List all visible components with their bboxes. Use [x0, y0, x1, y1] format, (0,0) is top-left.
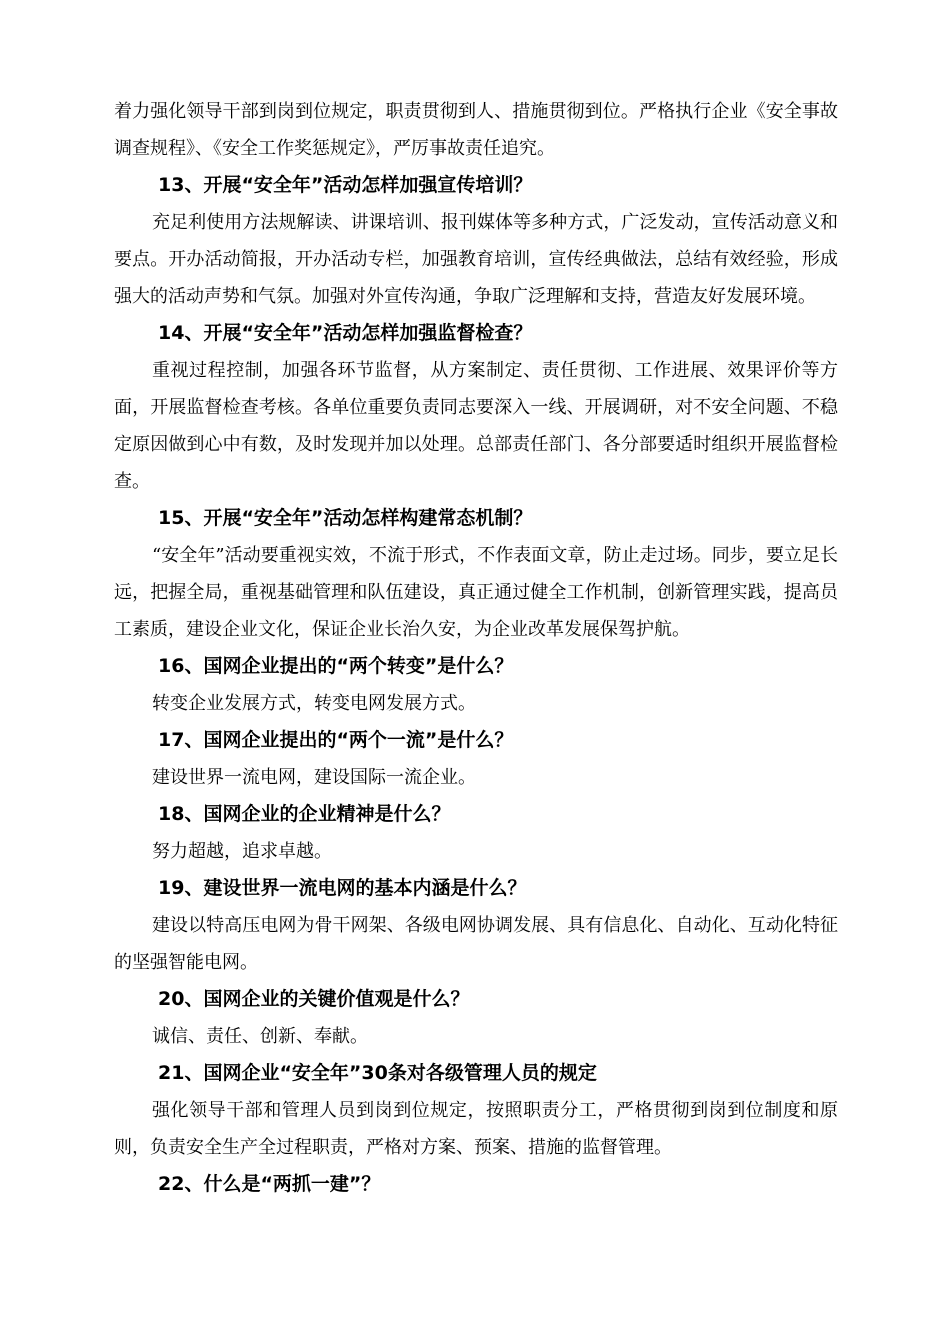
section-22 — [114, 1166, 838, 1203]
section-body: 努力超越，追求卓越。 — [152, 841, 332, 862]
section-body: “安全年”活动要重视实效，不流于形式，不作表面文章，防止走过场。同步，要立足长远，把握全局，重视基础管理和队伍建设，真正通过健全工作机制，创新管理实践，提高员工素质，建设企业文化，保证企业长治久安，为企业改革发展保驾护航。 — [114, 545, 838, 640]
section-body: 建设世界一流电网，建设国际一流企业。 — [152, 767, 476, 788]
section-body: 强化领导干部和管理人员到岗到位规定，按照职责分工，严格贯彻到岗到位制度和原则，负责安全生产全过程职责，严格对方案、预案、措施的监督管理。 — [114, 1100, 838, 1158]
section-body: 转变企业发展方式，转变电网发展方式。 — [152, 693, 476, 714]
section-18 — [114, 796, 838, 870]
section-body: 建设以特高压电网为骨干网架、各级电网协调发展、具有信息化、自动化、互动化特征的坚强智能电网。 — [114, 915, 838, 973]
section-20 — [114, 981, 838, 1055]
section-heading: 17、国网企业提出的“两个一流”是什么？ — [158, 729, 514, 751]
section-17 — [114, 722, 838, 796]
document-page — [114, 93, 838, 1203]
section-body: 充足利使用方法规解读、讲课培训、报刊媒体等多种方式，广泛发动，宣传活动意义和要点。开办活动简报，开办活动专栏，加强教育培训，宣传经典做法，总结有效经验，形成强大的活动声势和气氛。加强对外宣传沟通，争取广泛理解和支持，营造友好发展环境。 — [114, 212, 838, 307]
section-heading: 19、建设世界一流电网的基本内涵是什么？ — [158, 877, 527, 899]
section-heading: 16、国网企业提出的“两个转变”是什么？ — [158, 655, 514, 677]
section-21 — [114, 1055, 838, 1166]
section-heading: 20、国网企业的关键价值观是什么？ — [158, 988, 470, 1010]
section-heading: 21、国网企业“安全年”30条对各级管理人员的规定 — [158, 1062, 597, 1084]
section-16 — [114, 648, 838, 722]
section-15 — [114, 500, 838, 648]
section-heading: 13、开展“安全年”活动怎样加强宣传培训？ — [158, 174, 533, 196]
section-heading: 18、国网企业的企业精神是什么？ — [158, 803, 451, 825]
section-13 — [114, 167, 838, 315]
section-body: 重视过程控制，加强各环节监督，从方案制定、责任贯彻、工作进展、效果评价等方面，开展监督检查考核。各单位重要负责同志要深入一线、开展调研，对不安全问题、不稳定原因做到心中有数，及时发现并加以处理。总部责任部门、各分部要适时组织开展监督检查。 — [114, 360, 838, 492]
section-body: 诚信、责任、创新、奉献。 — [152, 1026, 368, 1047]
section-14 — [114, 315, 838, 500]
section-heading: 22、什么是“两抓一建”？ — [158, 1173, 381, 1195]
section-19 — [114, 870, 838, 981]
section-heading: 15、开展“安全年”活动怎样构建常态机制？ — [158, 507, 533, 529]
intro-paragraph: 着力强化领导干部到岗到位规定，职责贯彻到人、措施贯彻到位。严格执行企业《安全事故调查规程》、《安全工作奖惩规定》，严厉事故责任追究。 — [114, 101, 838, 159]
section-heading: 14、开展“安全年”活动怎样加强监督检查？ — [158, 322, 533, 344]
